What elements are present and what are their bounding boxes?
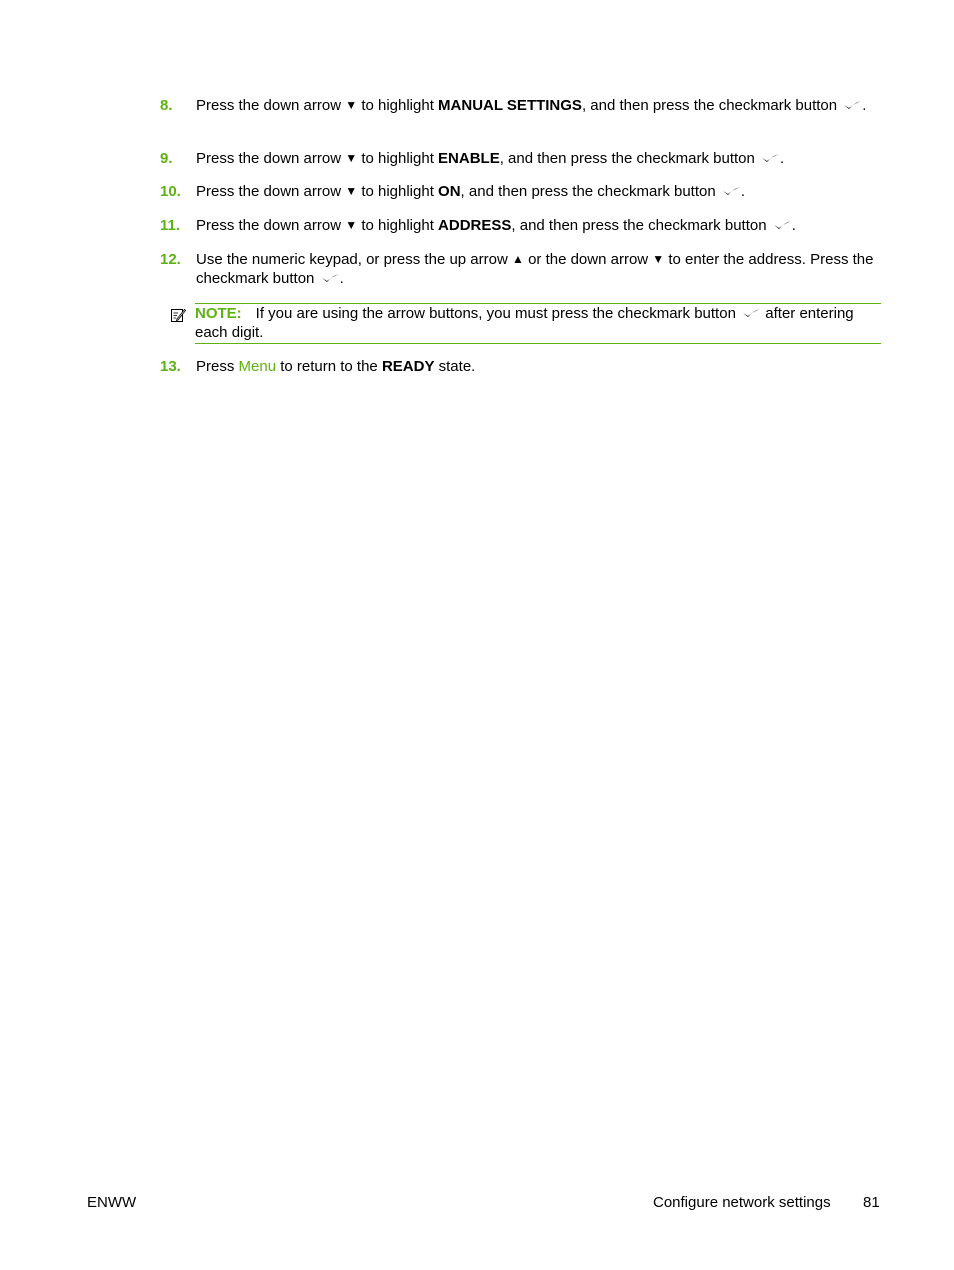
step-number: 12. <box>160 251 181 268</box>
checkmark-icon <box>321 273 340 283</box>
step-text-post: , and then press the checkmark button <box>581 97 838 114</box>
step-text-pre: Press the down arrow <box>196 217 342 234</box>
menu-keyword: MANUAL SETTINGS <box>438 97 582 114</box>
step-text-post: to enter the address. Press the checkmark button <box>196 251 874 287</box>
footer-left: ENWW <box>87 1194 137 1211</box>
note-label: NOTE: <box>195 305 242 322</box>
note-text-pre: If you are using the arrow buttons, you must press the checkmark button <box>255 305 736 322</box>
up-arrow-icon: ▲ <box>512 252 524 266</box>
step-text-pre: Use the numeric keypad, or press the up arrow <box>196 251 508 268</box>
step-text-end: . <box>780 150 785 167</box>
step-text-mid: or the down arrow <box>528 251 649 268</box>
step-text-post: , and then press the checkmark button <box>460 183 716 200</box>
step-text-mid: to highlight <box>361 217 434 234</box>
step-text <box>196 216 882 235</box>
step-text-pre: Press the down arrow <box>196 150 342 167</box>
list-item <box>160 357 882 376</box>
step-text-mid: to highlight <box>361 183 434 200</box>
step-text <box>196 96 882 115</box>
step-text-post: , and then press the checkmark button <box>499 150 755 167</box>
menu-keyword: ON <box>438 183 461 200</box>
step-text-end: . <box>740 183 746 200</box>
menu-keyword: ENABLE <box>438 150 500 167</box>
step-text <box>196 149 882 168</box>
down-arrow-icon: ▼ <box>652 252 665 266</box>
footer-section-title: Configure network settings <box>653 1194 831 1211</box>
note-box <box>195 303 881 344</box>
step-text-mid: to highlight <box>361 150 434 167</box>
list-item <box>160 182 882 201</box>
menu-keyword: ADDRESS <box>438 217 512 234</box>
down-arrow-icon: ▼ <box>345 151 358 165</box>
step-text-end: . <box>339 270 344 287</box>
step-number: 13. <box>160 358 181 375</box>
step-number: 10. <box>160 183 181 200</box>
checkmark-icon <box>843 100 862 110</box>
list-item <box>160 96 882 115</box>
step-text-pre: Press the down arrow <box>196 183 342 200</box>
checkmark-icon <box>722 186 741 196</box>
step-text <box>196 357 882 376</box>
step-number: 8. <box>160 97 173 114</box>
step-number: 9. <box>160 150 173 167</box>
step-text-mid: to return to the <box>280 358 378 375</box>
step-text-post: , and then press the checkmark button <box>511 217 767 234</box>
step-text-end: . <box>862 97 867 114</box>
list-item <box>160 250 882 288</box>
step-text <box>196 182 882 201</box>
step-text-pre: Press <box>196 358 235 375</box>
checkmark-icon <box>761 153 780 163</box>
step-text <box>196 250 882 288</box>
list-item <box>160 149 882 168</box>
down-arrow-icon: ▼ <box>345 184 358 198</box>
down-arrow-icon: ▼ <box>345 98 358 112</box>
down-arrow-icon: ▼ <box>345 218 358 232</box>
note-icon <box>170 307 186 323</box>
step-text-end: . <box>791 217 796 234</box>
step-text-post: state. <box>438 358 476 375</box>
checkmark-icon <box>742 308 761 318</box>
menu-keyword: READY <box>381 358 435 375</box>
step-text-mid: to highlight <box>361 97 434 114</box>
page-number: 81 <box>863 1194 880 1211</box>
list-item <box>160 216 882 235</box>
checkmark-icon <box>773 220 792 230</box>
menu-link[interactable]: Menu <box>238 358 277 375</box>
step-number: 11. <box>160 217 181 234</box>
step-text-pre: Press the down arrow <box>196 97 342 114</box>
note-text-post: after entering each digit. <box>195 305 854 341</box>
